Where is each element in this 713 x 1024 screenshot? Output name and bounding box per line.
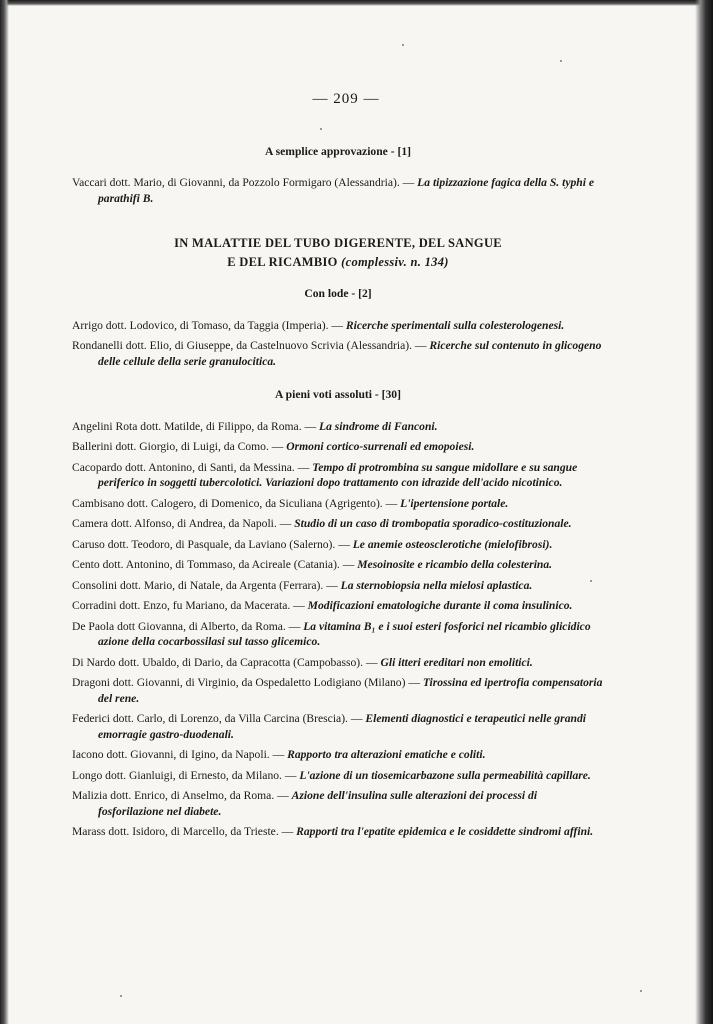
entry-title: Ricerche sperimentali sulla colesterologenesi.	[345, 318, 565, 332]
entry-author: Camera dott. Alfonso, di Andrea, da Napoli. —	[72, 517, 292, 530]
list-item	[72, 675, 604, 706]
section-heading-con-lode: Con lode - [2]	[304, 287, 372, 300]
entry-title: La tipizzazione fagica della S. typhi e parathifi B.	[98, 176, 594, 205]
list-item	[72, 824, 604, 840]
entry-title: Rapporti tra l'epatite epidemica e le cosiddette sindromi affini.	[296, 825, 594, 838]
entry-author: Ballerini dott. Giorgio, di Luigi, da Como. —	[72, 440, 284, 453]
entry-author: Caruso dott. Teodoro, di Pasquale, da Laviano (Salerno). —	[72, 537, 350, 551]
entry-title: Studio di un caso di trombopatia sporadico-costituzionale.	[294, 517, 572, 530]
entry-title: Le anemie osteosclerotiche (mielofibrosi).	[352, 537, 553, 551]
list-item	[72, 788, 604, 819]
entry-author: Cento dott. Antonino, di Tommaso, da Acireale (Catania). —	[72, 558, 355, 571]
entry-list	[72, 419, 604, 840]
main-heading-line2: E DEL RICAMBIO	[227, 255, 338, 269]
entry-title: Ormoni cortico-surrenali ed emopoiesi.	[286, 440, 475, 453]
entry-author: Marass dott. Isidoro, di Marcello, da Trieste. —	[72, 825, 294, 838]
section-heading-pieni-voti: A pieni voti assoluti - [30]	[275, 388, 401, 401]
entry-title: L'ipertensione portale.	[400, 496, 509, 510]
entry-author: Corradini dott. Enzo, fu Mariano, da Macerata. —	[72, 599, 305, 612]
entry-title: Mesoinosite e ricambio della colesterina.	[357, 558, 553, 571]
entry-author: Iacono dott. Giovanni, di Igino, da Napoli. —	[72, 748, 285, 761]
scan-edge-right	[695, 0, 713, 1024]
entry-title: Tirossina ed ipertrofia compensatoria del rene.	[98, 676, 603, 705]
scan-speck	[402, 44, 404, 46]
entry-title: Ricerche sul contenuto in glicogeno delle cellule della serie granulocitica.	[98, 339, 602, 368]
list-item	[72, 619, 604, 650]
list-item	[72, 496, 604, 512]
list-item	[72, 747, 604, 763]
scan-edge-left	[0, 0, 9, 1024]
list-item	[72, 578, 604, 594]
entry-title: La sternobiopsia nella mielosi aplastica.	[340, 578, 533, 592]
main-heading	[72, 234, 604, 272]
entry-title: La sindrome di Fanconi.	[319, 419, 438, 433]
entry-author: Angelini Rota dott. Matilde, di Filippo, da Roma. —	[72, 419, 317, 433]
entry-title: L'azione di un tiosemicarbazone sulla permeabilità capillare.	[299, 768, 591, 782]
scan-speck	[120, 995, 122, 997]
entry-author: Consolini dott. Mario, di Natale, da Argenta (Ferrara). —	[72, 578, 338, 592]
list-item	[72, 537, 604, 553]
entry-title: Modificazioni ematologiche durante il coma insulinico.	[307, 599, 573, 612]
page-number: — 209 —	[312, 91, 380, 107]
entry-author: Cacopardo dott. Antonino, di Santi, da Messina. —	[72, 460, 310, 474]
list-item	[72, 439, 604, 455]
document-body	[72, 92, 604, 845]
list-item	[72, 516, 604, 532]
entry-title: Azione dell'insulina sulle alterazioni dei processi di fosforilazione nel diabete.	[98, 789, 538, 818]
entry-title: Tempo di protrombina su sangue midollare e su sangue periferico in soggetti tubercolotici. Variazioni dopo trattamento con idrazide dell'acido nicotinico.	[98, 460, 578, 489]
entry-author: Cambisano dott. Calogero, di Domenico, da Siculiana (Agrigento). —	[72, 496, 398, 510]
scan-speck	[560, 60, 562, 62]
entry-author: Arrigo dott. Lodovico, di Tomaso, da Taggia (Imperia). —	[72, 318, 343, 332]
entry-author: Dragoni dott. Giovanni, di Virginio, da Ospedaletto Lodigiano (Milano) —	[72, 676, 420, 689]
main-heading-note: (complessiv. n. 134)	[341, 255, 449, 269]
list-item	[72, 175, 604, 206]
list-item	[72, 655, 604, 671]
list-item	[72, 768, 604, 784]
entry-author: Malizia dott. Enrico, di Anselmo, da Roma. —	[72, 789, 289, 802]
list-item	[72, 460, 604, 491]
section-heading-approvazione: A semplice approvazione - [1]	[265, 144, 411, 158]
main-heading-line1: IN MALATTIE DEL TUBO DIGERENTE, DEL SANGUE	[174, 236, 502, 250]
entry-author: De Paola dott Giovanna, di Alberto, da Roma. —	[72, 619, 301, 633]
entry-author: Federici dott. Carlo, di Lorenzo, da Villa Carcina (Brescia). —	[72, 712, 363, 725]
list-item	[72, 419, 604, 435]
entry-author: Rondanelli dott. Elio, di Giuseppe, da Castelnuovo Scrivia (Alessandria). —	[72, 339, 427, 352]
entry-author: Vaccari dott. Mario, di Giovanni, da Pozzolo Formigaro (Alessandria). —	[72, 176, 415, 189]
entry-author: Di Nardo dott. Ubaldo, di Dario, da Capracotta (Campobasso). —	[72, 655, 378, 669]
entry-title: La vitamina B₁ e i suoi esteri fosforici nel ricambio glicidico azione della cocarbossilasi sul tasso glicemico.	[98, 619, 591, 648]
entry-author: Longo dott. Gianluigi, di Ernesto, da Milano. —	[72, 768, 297, 782]
list-item	[72, 557, 604, 573]
entry-title: Rapporto tra alterazioni ematiche e coliti.	[287, 748, 486, 761]
entry-title: Elementi diagnostici e terapeutici nelle grandi emorragie gastro-duodenali.	[98, 712, 586, 741]
scan-edge-top	[0, 0, 713, 6]
list-item	[72, 338, 604, 369]
list-item	[72, 711, 604, 742]
entry-title: Gli itteri ereditari non emolitici.	[380, 655, 533, 669]
scan-speck	[640, 990, 642, 992]
list-item	[72, 318, 604, 334]
list-item	[72, 598, 604, 614]
